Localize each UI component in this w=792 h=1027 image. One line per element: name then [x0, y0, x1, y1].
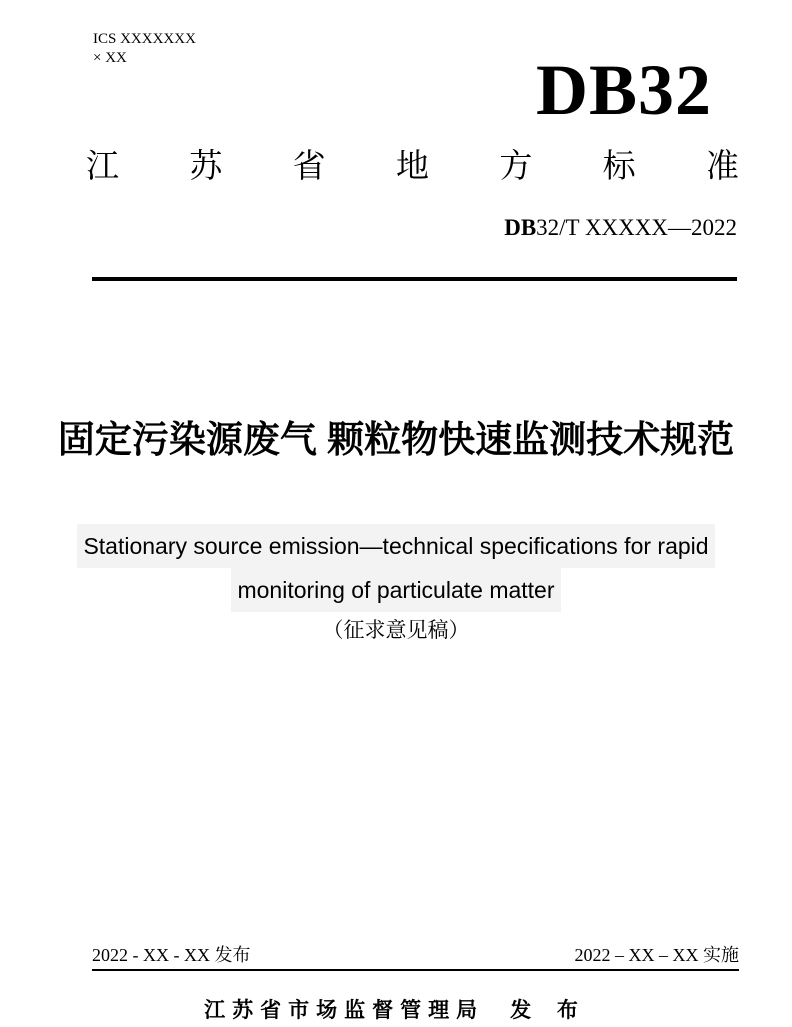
main-title-english	[0, 524, 792, 612]
main-title-chinese: 固定污染源废气 颗粒物快速监测技术规范	[57, 419, 735, 460]
db32-logo: DB32	[535, 50, 712, 130]
publisher-row	[0, 997, 792, 1025]
header-divider-rule	[92, 277, 737, 281]
dates-row	[92, 944, 739, 971]
standard-category-title: 江苏省地方标准	[86, 149, 739, 185]
document-number	[504, 213, 737, 243]
ics-block	[93, 30, 196, 68]
implement-date: 2022 – XX – XX 实施	[574, 945, 739, 965]
ccs-code: × XX	[93, 50, 127, 66]
document-number-rest: 32/T XXXXX—2022	[536, 215, 737, 240]
issue-date: 2022 - XX - XX 发布	[92, 945, 251, 965]
publisher-name: 江苏省市场监督管理局	[204, 999, 485, 1022]
ics-code: ICS XXXXXXX	[93, 31, 196, 47]
publish-action-label: 发 布	[510, 999, 588, 1022]
english-title-line2: monitoring of particulate matter	[231, 568, 560, 612]
draft-note: （征求意见稿）	[322, 618, 470, 642]
document-number-prefix: DB	[504, 215, 537, 240]
english-title-line1: Stationary source emission—technical specifications for rapid	[77, 524, 714, 568]
